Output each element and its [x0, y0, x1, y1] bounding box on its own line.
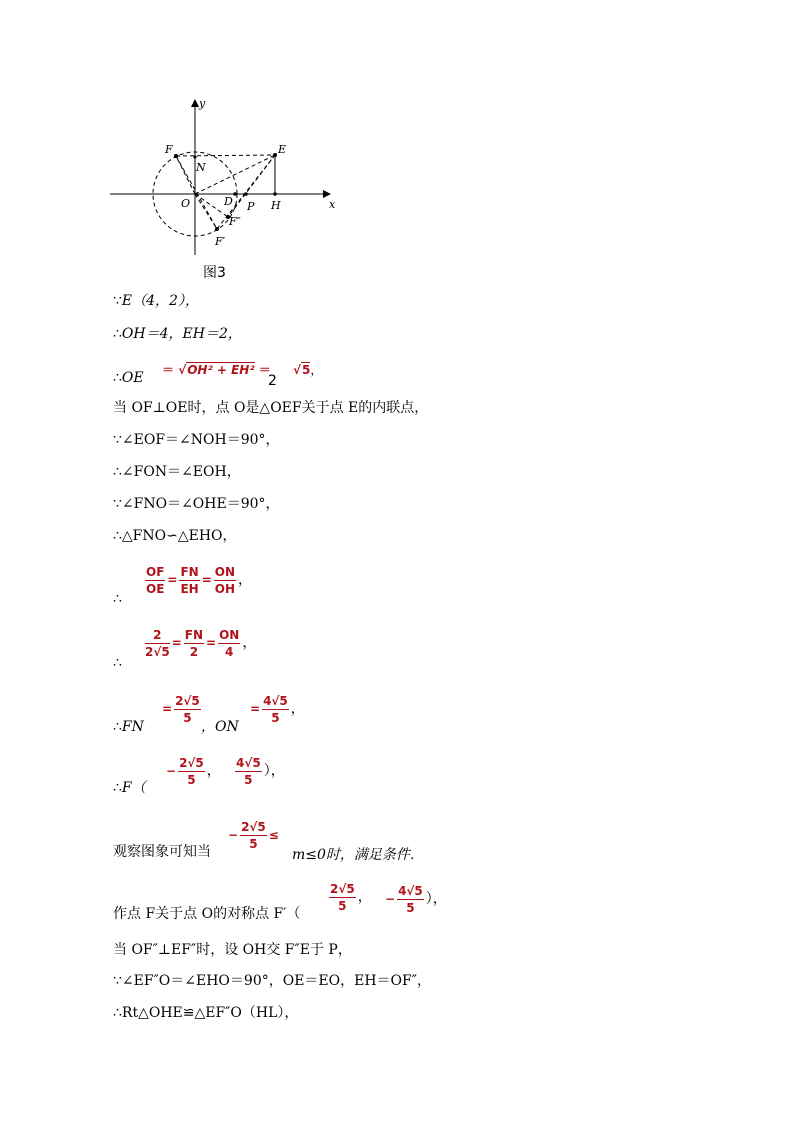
line-2: ∴OH＝4，EH＝2，	[113, 326, 242, 342]
m-range-lower: − $\frac{2√5}{5}$ ≤	[228, 820, 279, 851]
line-8: ∴△FNO∽△EHO，	[113, 528, 237, 544]
label-H: H	[271, 199, 281, 212]
m-range-text: m≤0时，满足条件．	[292, 847, 424, 863]
f-prime-y: − $\frac{4√5}{5}$ ），	[385, 884, 447, 915]
label-D: D	[224, 195, 233, 208]
line-15: 当 OF″⊥EF″时，设 OH交 F″E于 P，	[113, 942, 352, 958]
oe-root: √5，	[293, 363, 323, 377]
line-17: ∴Rt△OHE≌△EF″O（HL），	[113, 1005, 299, 1021]
line-10-symbol: ∴	[113, 655, 122, 671]
on-value: = $\frac{4√5}{5}$ ，	[250, 694, 305, 725]
line-10-ratios: $\frac{2}{2√5}$ = $\frac{FN}{2}$ = $\frac{ON}{4}$ ，	[145, 628, 257, 659]
line-9-symbol: ∴	[113, 591, 122, 607]
label-E: E	[278, 143, 287, 156]
figure-caption: 图3	[203, 265, 226, 281]
label-O: O	[181, 197, 191, 210]
fn-value: = $\frac{2√5}{5}$	[162, 694, 200, 725]
line-11: ∴FN	[113, 719, 144, 735]
line-3: ∴OE	[113, 370, 144, 386]
on-label: ，ON	[201, 719, 239, 735]
coordinate-figure	[110, 95, 340, 260]
line-13: 观察图象可知当	[113, 844, 211, 860]
line-12: ∴F（	[113, 780, 146, 796]
label-F-prime: F′	[215, 235, 226, 248]
line-6: ∴∠FON＝∠EOH，	[113, 464, 241, 480]
f-x-coordinate: − $\frac{2√5}{5}$ ，	[166, 756, 221, 787]
label-x: x	[329, 198, 336, 211]
label-N: N	[196, 161, 206, 174]
line-7: ∵∠FNO＝∠OHE＝90°，	[113, 496, 280, 512]
line-1: ∵E（4，2），	[113, 293, 199, 309]
line-4: 当 OF⊥OE时，点 O是△OEF关于点 E的内联点，	[113, 400, 429, 416]
line-5: ∵∠EOF＝∠NOH＝90°，	[113, 432, 280, 448]
label-F: F	[165, 143, 173, 156]
oe-sqrt-expression: ＝ √OH² + EH² ＝	[162, 363, 271, 377]
f-y-coordinate: $\frac{4√5}{5}$ ），	[236, 756, 285, 787]
line-16: ∵∠EF″O＝∠EHO＝90°，OE＝EO，EH＝OF″，	[113, 973, 431, 989]
label-P: P	[247, 200, 255, 213]
f-prime-x: $\frac{2√5}{5}$ ，	[330, 882, 372, 913]
oe-coef: 2	[268, 373, 277, 389]
line-9-ratios: $\frac{OF}{OE}$ = $\frac{FN}{EH}$ = $\frac{ON}{OH}$ ，	[146, 565, 253, 596]
line-14: 作点 F关于点 O的对称点 F′（	[113, 906, 301, 922]
label-y: y	[199, 97, 206, 110]
label-F-double-prime: F″	[229, 215, 241, 228]
